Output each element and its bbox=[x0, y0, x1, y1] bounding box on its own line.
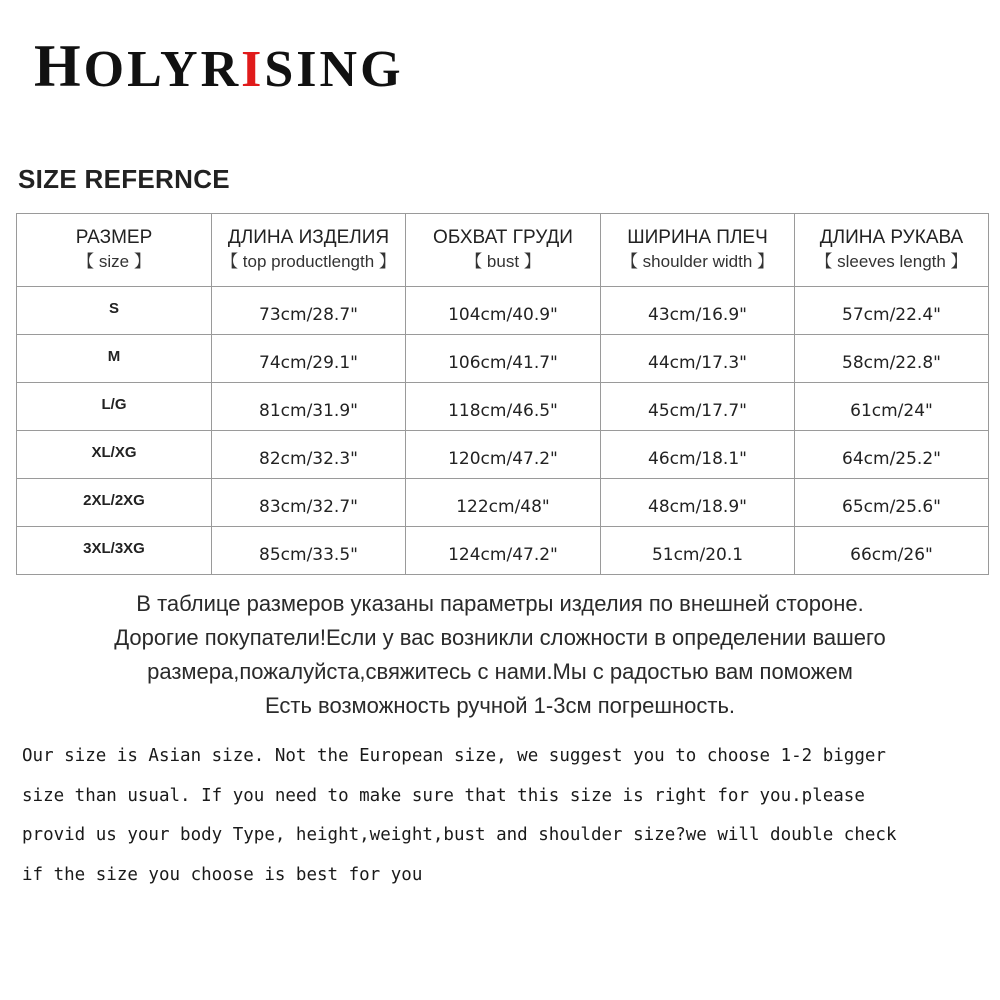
logo-initial: H bbox=[34, 33, 84, 99]
table-row bbox=[17, 479, 989, 527]
brand-logo bbox=[34, 33, 404, 99]
logo-accent-letter: I bbox=[241, 41, 265, 98]
size-cell: M bbox=[17, 335, 212, 383]
russian-note-line: Дорогие покупатели!Если у вас возникли сложности в определении вашего bbox=[114, 625, 886, 650]
english-note-line: if the size you choose is best for you bbox=[22, 864, 423, 885]
header-sleeve: ДЛИНА РУКАВА 【 sleeves length 】 bbox=[795, 214, 989, 287]
shoulder-cell: 51cm/20.1 bbox=[601, 527, 795, 575]
header-shoulder: ШИРИНА ПЛЕЧ 【 shoulder width 】 bbox=[601, 214, 795, 287]
length-cell: 74cm/29.1" bbox=[212, 335, 406, 383]
table-row bbox=[17, 527, 989, 575]
size-cell: 3XL/3XG bbox=[17, 527, 212, 575]
table-header-row bbox=[17, 214, 989, 287]
bust-cell: 104cm/40.9" bbox=[406, 287, 601, 335]
table-row bbox=[17, 335, 989, 383]
length-cell: 81cm/31.9" bbox=[212, 383, 406, 431]
sleeve-cell: 65cm/25.6" bbox=[795, 479, 989, 527]
length-cell: 85cm/33.5" bbox=[212, 527, 406, 575]
logo-text-part1: OLYR bbox=[83, 41, 242, 98]
size-cell: L/G bbox=[17, 383, 212, 431]
size-cell: S bbox=[17, 287, 212, 335]
bust-cell: 106cm/41.7" bbox=[406, 335, 601, 383]
sleeve-cell: 61cm/24" bbox=[795, 383, 989, 431]
sleeve-cell: 57cm/22.4" bbox=[795, 287, 989, 335]
bust-cell: 122cm/48" bbox=[406, 479, 601, 527]
sleeve-cell: 58cm/22.8" bbox=[795, 335, 989, 383]
shoulder-cell: 45cm/17.7" bbox=[601, 383, 795, 431]
russian-note-line: В таблице размеров указаны параметры изделия по внешней стороне. bbox=[136, 591, 864, 616]
header-size: РАЗМЕР 【 size 】 bbox=[17, 214, 212, 287]
shoulder-cell: 48cm/18.9" bbox=[601, 479, 795, 527]
sleeve-cell: 64cm/25.2" bbox=[795, 431, 989, 479]
bust-cell: 118cm/46.5" bbox=[406, 383, 601, 431]
russian-note-line: Есть возможность ручной 1-3см погрешность. bbox=[264, 693, 736, 718]
table-row bbox=[17, 431, 989, 479]
header-length: ДЛИНА ИЗДЕЛИЯ 【 top productlength 】 bbox=[212, 214, 406, 287]
shoulder-cell: 43cm/16.9" bbox=[601, 287, 795, 335]
size-cell: XL/XG bbox=[17, 431, 212, 479]
header-bust: ОБХВАТ ГРУДИ 【 bust 】 bbox=[406, 214, 601, 287]
size-table bbox=[16, 213, 989, 575]
table-row bbox=[17, 287, 989, 335]
russian-note-line: размера,пожалуйста,свяжитесь с нами.Мы с радостью вам поможем bbox=[147, 659, 853, 684]
sleeve-cell: 66cm/26" bbox=[795, 527, 989, 575]
english-note-line: Our size is Asian size. Not the European size, we suggest you to choose 1-2 bigger bbox=[22, 746, 886, 766]
english-note bbox=[22, 737, 992, 895]
shoulder-cell: 46cm/18.1" bbox=[601, 431, 795, 479]
length-cell: 83cm/32.7" bbox=[212, 479, 406, 527]
russian-note bbox=[0, 587, 1000, 723]
size-cell: 2XL/2XG bbox=[17, 479, 212, 527]
section-title: SIZE REFERNCE bbox=[18, 164, 230, 194]
table-row bbox=[17, 383, 989, 431]
shoulder-cell: 44cm/17.3" bbox=[601, 335, 795, 383]
logo-text-part2: SING bbox=[264, 41, 404, 98]
length-cell: 73cm/28.7" bbox=[212, 287, 406, 335]
bust-cell: 124cm/47.2" bbox=[406, 527, 601, 575]
english-note-line: provid us your body Type, height,weight,bust and shoulder size?we will double check bbox=[22, 825, 897, 845]
bust-cell: 120cm/47.2" bbox=[406, 431, 601, 479]
english-note-line: size than usual. If you need to make sure that this size is right for you.please bbox=[22, 785, 865, 806]
length-cell: 82cm/32.3" bbox=[212, 431, 406, 479]
